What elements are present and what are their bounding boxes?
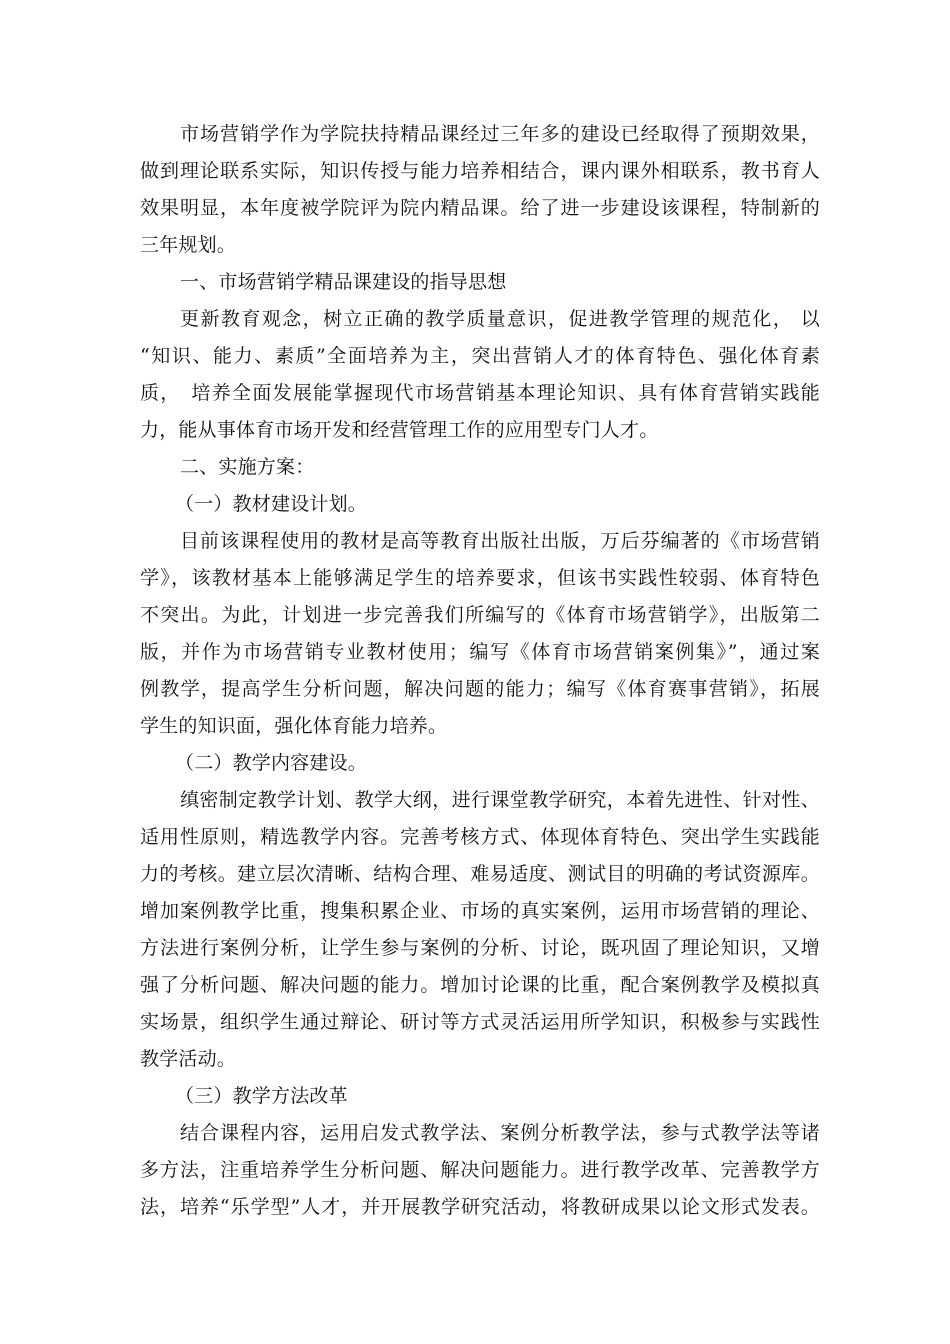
content-line-3: 力的考核。建立层次清晰、结构合理、难易适度、测试目的明确的考试资源库。 [140,863,820,885]
textbook-line-1: 目前该课程使用的教材是高等教育出版社出版，万后芬编著的《市场营销 [180,530,820,552]
subheading-teaching-content: （二）教学内容建设。 [175,752,368,774]
content-line-1: 缜密制定教学计划、教学大纲，进行课堂教学研究，本着先进性、针对性、 [180,789,820,811]
guiding-idea-line-4: 力，能从事体育市场开发和经营管理工作的应用型专门人才。 [140,419,659,441]
method-line-3: 法，培养“乐学型”人才，并开展教学研究活动，将教研成果以论文形式发表。 [140,1196,820,1218]
subheading-teaching-method: （三）教学方法改革 [175,1085,348,1107]
textbook-line-3: 不突出。为此，计划进一步完善我们所编写的《体育市场营销学》，出版第二 [140,604,820,626]
subheading-textbook-plan: （一）教材建设计划。 [175,493,368,515]
content-line-5: 方法进行案例分析，让学生参与案例的分析、讨论，既巩固了理论知识，又增 [140,937,820,959]
intro-line-2: 做到理论联系实际，知识传授与能力培养相结合，课内课外相联系，教书育人 [140,160,820,182]
guiding-idea-line-2: “知识、能力、素质”全面培养为主，突出营销人才的体育特色、强化体育素 [140,345,820,367]
method-line-2: 多方法，注重培养学生分析问题、解决问题能力。进行教学改革、完善教学方 [140,1159,820,1181]
content-line-2: 适用性原则，精选教学内容。完善考核方式、体现体育特色、突出学生实践能 [140,826,820,848]
guiding-idea-line-3: 质， 培养全面发展能掌握现代市场营销基本理论知识、具有体育营销实践能 [140,382,820,404]
section-heading-implementation: 二、实施方案： [180,456,315,478]
intro-line-1: 市场营销学作为学院扶持精品课经过三年多的建设已经取得了预期效果， [180,123,820,145]
intro-line-3: 效果明显，本年度被学院评为院内精品课。给了进一步建设该课程，特制新的 [140,197,820,219]
intro-line-4: 三年规划。 [140,234,237,256]
textbook-line-4: 版，并作为市场营销专业教材使用；编写《体育市场营销案例集》”，通过案 [140,641,820,663]
textbook-line-5: 例教学，提高学生分析问题，解决问题的能力；编写《体育赛事营销》，拓展 [140,678,820,700]
document-body [140,116,820,1226]
guiding-idea-line-1: 更新教育观念，树立正确的教学质量意识，促进教学管理的规范化， 以 [180,308,820,330]
textbook-line-2: 学》，该教材基本上能够满足学生的培养要求，但该书实践性较弱、体育特色 [140,567,820,589]
method-line-1: 结合课程内容，运用启发式教学法、案例分析教学法，参与式教学法等诸 [180,1122,820,1144]
content-line-7: 实场景，组织学生通过辩论、研讨等方式灵活运用所学知识，积极参与实践性 [140,1011,820,1033]
textbook-line-6: 学生的知识面，强化体育能力培养。 [140,715,448,737]
content-line-4: 增加案例教学比重，搜集积累企业、市场的真实案例，运用市场营销的理论、 [140,900,820,922]
section-heading-guiding-idea: 一、市场营销学精品课建设的指导思想 [180,271,507,293]
content-line-8: 教学活动。 [140,1048,237,1070]
content-line-6: 强了分析问题、解决问题的能力。增加讨论课的比重，配合案例教学及模拟真 [140,974,820,996]
